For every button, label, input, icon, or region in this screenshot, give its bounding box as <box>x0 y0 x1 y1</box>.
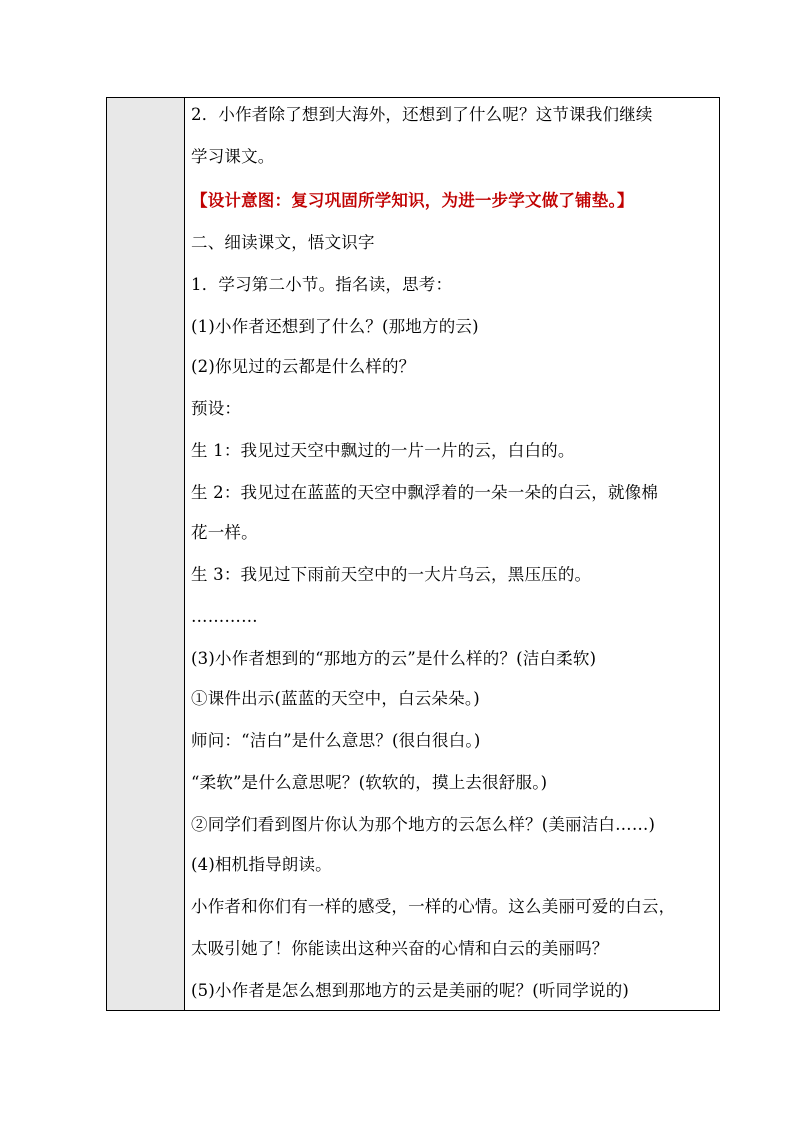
paragraph-line: 1．学习第二小节。指名读，思考： <box>191 275 453 294</box>
paragraph-line: 学习课文。 <box>191 147 275 166</box>
paragraph-line: “柔软”是什么意思呢？(软软的，摸上去很舒服。) <box>191 773 548 792</box>
paragraph-line: 花一样。 <box>191 523 258 542</box>
paragraph-line: 师问：“洁白”是什么意思？(很白很白。) <box>191 731 481 750</box>
paragraph-line: 小作者和你们有一样的感受，一样的心情。这么美丽可爱的白云， <box>191 897 676 916</box>
paragraph-line: ………… <box>191 607 258 626</box>
paragraph-line: (3)小作者想到的“那地方的云”是什么样的？(洁白柔软) <box>191 649 597 668</box>
paragraph-line: 预设： <box>191 399 242 418</box>
paragraph-line: 生 3：我见过下雨前天空中的一大片乌云，黑压压的。 <box>191 565 592 584</box>
paragraph-line: (4)相机指导朗读。 <box>191 855 332 874</box>
paragraph-line: 太吸引她了！你能读出这种兴奋的心情和白云的美丽吗？ <box>191 939 609 958</box>
lesson-table <box>106 97 720 1011</box>
paragraph-line: (2)你见过的云都是什么样的？ <box>191 357 416 376</box>
design-intent-line: 【设计意图：复习巩固所学知识，为进一步学文做了铺垫。】 <box>191 191 634 210</box>
table-content-cell <box>185 98 719 1010</box>
table-label-cell <box>107 98 185 1010</box>
paragraph-line: ①课件出示(蓝蓝的天空中，白云朵朵。) <box>191 689 480 708</box>
paragraph-line: 生 1：我见过天空中飘过的一片一片的云，白白的。 <box>191 441 575 460</box>
paragraph-line: (5)小作者是怎么想到那地方的云是美丽的呢？(听同学说的) <box>191 981 630 1000</box>
paragraph-line: 生 2：我见过在蓝蓝的天空中飘浮着的一朵一朵的白云，就像棉 <box>191 483 659 502</box>
paragraph-line: 2．小作者除了想到大海外，还想到了什么呢？这节课我们继续 <box>191 105 653 124</box>
paragraph-line: (1)小作者还想到了什么？(那地方的云) <box>191 317 479 336</box>
section-heading: 二、细读课文，悟文识字 <box>191 233 375 252</box>
paragraph-line: ②同学们看到图片你认为那个地方的云怎么样？(美丽洁白……) <box>191 815 656 834</box>
